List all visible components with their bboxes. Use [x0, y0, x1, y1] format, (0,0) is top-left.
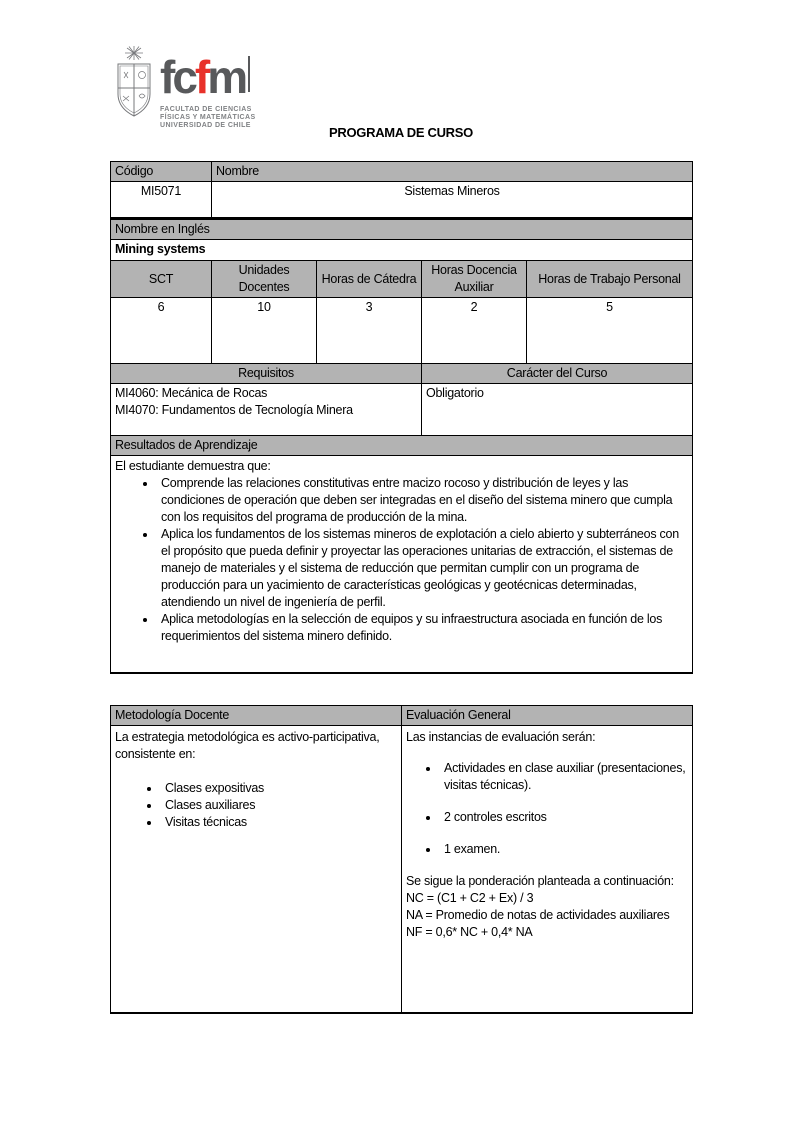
ponderacion-block [406, 873, 688, 941]
evaluacion-header: Evaluación General [402, 706, 693, 726]
requisitos-value [111, 384, 422, 437]
page-title: PROGRAMA DE CURSO [329, 125, 473, 140]
caracter-value: Obligatorio [422, 384, 693, 437]
credit-header-unidades: Unidades Docentes [212, 261, 317, 298]
metodologia-header: Metodología Docente [111, 706, 402, 726]
resultados-list [115, 475, 688, 645]
metodologia-bullet-1: • Clases expositivas [161, 780, 397, 797]
credit-value-auxiliar: 2 [422, 298, 527, 364]
requisito-line-1: MI4060: Mecánica de Rocas [115, 386, 268, 400]
evaluacion-list [406, 760, 688, 858]
credit-header-personal: Horas de Trabajo Personal [527, 261, 693, 298]
credit-header-catedra: Horas de Cátedra [317, 261, 422, 298]
resultados-content [111, 456, 693, 673]
university-logo [113, 44, 256, 130]
evaluacion-intro: Las instancias de evaluación serán: [406, 730, 596, 744]
credit-value-catedra: 3 [317, 298, 422, 364]
requisitos-header: Requisitos [111, 364, 422, 384]
resultados-header: Resultados de Aprendizaje [111, 436, 693, 456]
fcfm-bar [248, 56, 250, 92]
nombre-value: Sistemas Mineros [212, 182, 693, 218]
metodologia-intro: La estrategia metodológica es activo-participativa, consistente en: [115, 730, 380, 761]
codigo-header: Código [111, 162, 212, 182]
evaluacion-bullet-3: • 1 examen. [440, 841, 688, 858]
credit-value-sct: 6 [111, 298, 212, 364]
credit-value-personal: 5 [527, 298, 693, 364]
fcfm-part-gray2: m [207, 51, 246, 103]
evaluacion-bullet-1: • Actividades en clase auxiliar (presentaciones, visitas técnicas). [440, 760, 688, 794]
nombre-ingles-header: Nombre en Inglés [111, 220, 693, 240]
metodologia-bullet-3: • Visitas técnicas [161, 814, 397, 831]
resultados-intro: El estudiante demuestra que: [115, 459, 271, 473]
resultado-bullet-3: • Aplica metodologías en la selección de equipos y su infraestructura asociada en función de los requerimientos del sistema minero definido. [157, 611, 688, 645]
evaluacion-bullet-2: • 2 controles escritos [440, 809, 688, 826]
logo-text-block [160, 44, 256, 130]
university-shield-icon [113, 44, 155, 122]
credit-header-sct: SCT [111, 261, 212, 298]
credits-requisites-table [110, 219, 693, 438]
caption-line-2: FÍSICAS Y MATEMÁTICAS [160, 114, 256, 121]
caracter-header: Carácter del Curso [422, 364, 693, 384]
course-id-table [110, 161, 693, 219]
metodologia-list [115, 780, 397, 831]
requisito-line-2: MI4070: Fundamentos de Tecnología Minera [115, 403, 353, 417]
credit-header-auxiliar: Horas Docencia Auxiliar [422, 261, 527, 298]
nombre-ingles-value: Mining systems [111, 240, 693, 261]
nombre-header: Nombre [212, 162, 693, 182]
metodologia-bullet-2: • Clases auxiliares [161, 797, 397, 814]
fcfm-wordmark [160, 51, 256, 103]
metodologia-content [111, 726, 402, 1013]
ponderacion-line-1: Se sigue la ponderación planteada a continuación: [406, 874, 674, 888]
codigo-value: MI5071 [111, 182, 212, 218]
methodology-evaluation-table [110, 705, 693, 1014]
ponderacion-line-2: NC = (C1 + C2 + Ex) / 3 [406, 891, 534, 905]
resultado-bullet-2: • Aplica los fundamentos de los sistemas mineros de explotación a cielo abierto y subterráneos con el propósito que pueda definir y proyectar las operaciones unitarias de extracción, el sistemas de manejo de materiales y el sistema de reducción que permitan cumplir con un programa de producción para un yacimiento de características geológicas y geotécnicas determinadas, atendiendo un nivel de ingeniería de perfil. [157, 526, 688, 611]
ponderacion-line-3: NA = Promedio de notas de actividades auxiliares [406, 908, 670, 922]
evaluacion-content [402, 726, 693, 1013]
fcfm-part-gray1: fc [160, 51, 195, 103]
caption-line-1: FACULTAD DE CIENCIAS [160, 106, 252, 113]
resultado-bullet-1: • Comprende las relaciones constitutivas entre macizo rocoso y distribución de leyes y las condiciones de operación que deben ser integradas en el diseño del sistema minero que cumpla con los requisitos del programa de producción de la mina. [157, 475, 688, 526]
ponderacion-line-4: NF = 0,6* NC + 0,4* NA [406, 925, 533, 939]
learning-outcomes-table [110, 435, 693, 674]
credit-value-unidades: 10 [212, 298, 317, 364]
caption-line-3: UNIVERSIDAD DE CHILE [160, 122, 251, 129]
fcfm-part-red: f [194, 51, 208, 103]
